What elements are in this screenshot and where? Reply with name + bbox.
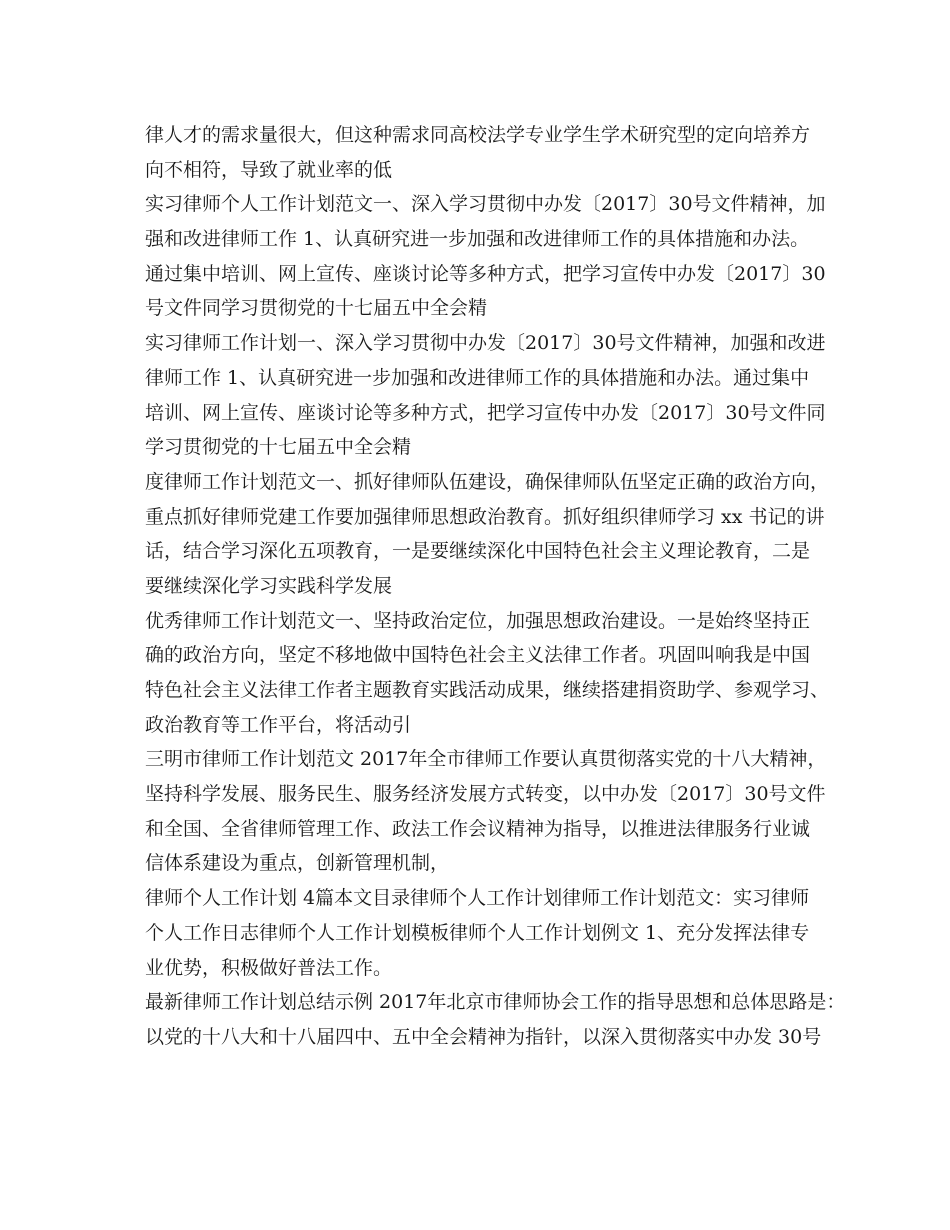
text-line: 信体系建设为重点，创新管理机制， [145,852,450,875]
text-line: 话，结合学习深化五项教育，一是要继续深化中国特色社会主义理论教育，二是 [145,540,811,563]
text-line: 优秀律师工作计划范文一、坚持政治定位，加强思想政治建设。一是始终坚持正 [145,609,811,632]
text-line: 度律师工作计划范文一、抓好律师队伍建设，确保律师队伍坚定正确的政治方向， [145,470,830,493]
text-line: 特色社会主义法律工作者主题教育实践活动成果，继续搭建捐资助学、参观学习、 [145,679,830,701]
text-line: 最新律师工作计划总结示例 2017年北京市律师协会工作的指导思想和总体思路是： [145,991,846,1014]
text-line: 强和改进律师工作 1、认真研究进一步加强和改进律师工作的具体措施和办法。 [145,228,810,251]
text-line: 学习贯彻党的十七届五中全会精 [145,436,412,459]
text-line: 坚持科学发展、服务民生、服务经济发展方式转变，以中办发〔2017〕30号文件 [145,783,826,806]
text-line: 律师工作 1、认真研究进一步加强和改进律师工作的具体措施和办法。通过集中 [145,366,810,389]
text-line: 律师个人工作计划 4篇本文目录律师个人工作计划律师工作计划范文：实习律师 [145,887,810,910]
text-line: 向不相符，导致了就业率的低 [145,158,393,181]
text-line: 业优势，积极做好普法工作。 [145,956,393,979]
text-line: 个人工作日志律师个人工作计划模板律师个人工作计划例文 1、充分发挥法律专 [145,921,810,944]
text-line: 律人才的需求量很大，但这种需求同高校法学专业学生学术研究型的定向培养方 [145,124,811,146]
text-line: 三明市律师工作计划范文 2017年全市律师工作要认真贯彻落实党的十八大精神， [145,748,827,771]
text-line: 培训、网上宣传、座谈讨论等多种方式，把学习宣传中办发〔2017〕30号文件同 [145,401,826,424]
text-line: 实习律师个人工作计划范文一、深入学习贯彻中办发〔2017〕30号文件精神，加 [145,193,826,216]
text-line: 通过集中培训、网上宣传、座谈讨论等多种方式，把学习宣传中办发〔2017〕30 [145,262,826,285]
text-line: 实习律师工作计划一、深入学习贯彻中办发〔2017〕30号文件精神，加强和改进 [145,332,826,355]
text-line: 以党的十八大和十八届四中、五中全会精神为指针，以深入贯彻落实中办发 30号 [145,1025,822,1048]
text-line: 号文件同学习贯彻党的十七届五中全会精 [145,297,488,320]
text-line: 重点抓好律师党建工作要加强律师思想政治教育。抓好组织律师学习 xx 书记的讲 [145,505,825,528]
document-body [145,118,846,1055]
text-line: 和全国、全省律师管理工作、政法工作会议精神为指导，以推进法律服务行业诚 [145,817,811,840]
text-line: 要继续深化学习实践科学发展 [145,574,393,597]
text-line: 政治教育等工作平台，将活动引 [145,713,412,736]
text-line: 确的政治方向，坚定不移地做中国特色社会主义法律工作者。巩固叫响我是中国 [145,644,811,667]
